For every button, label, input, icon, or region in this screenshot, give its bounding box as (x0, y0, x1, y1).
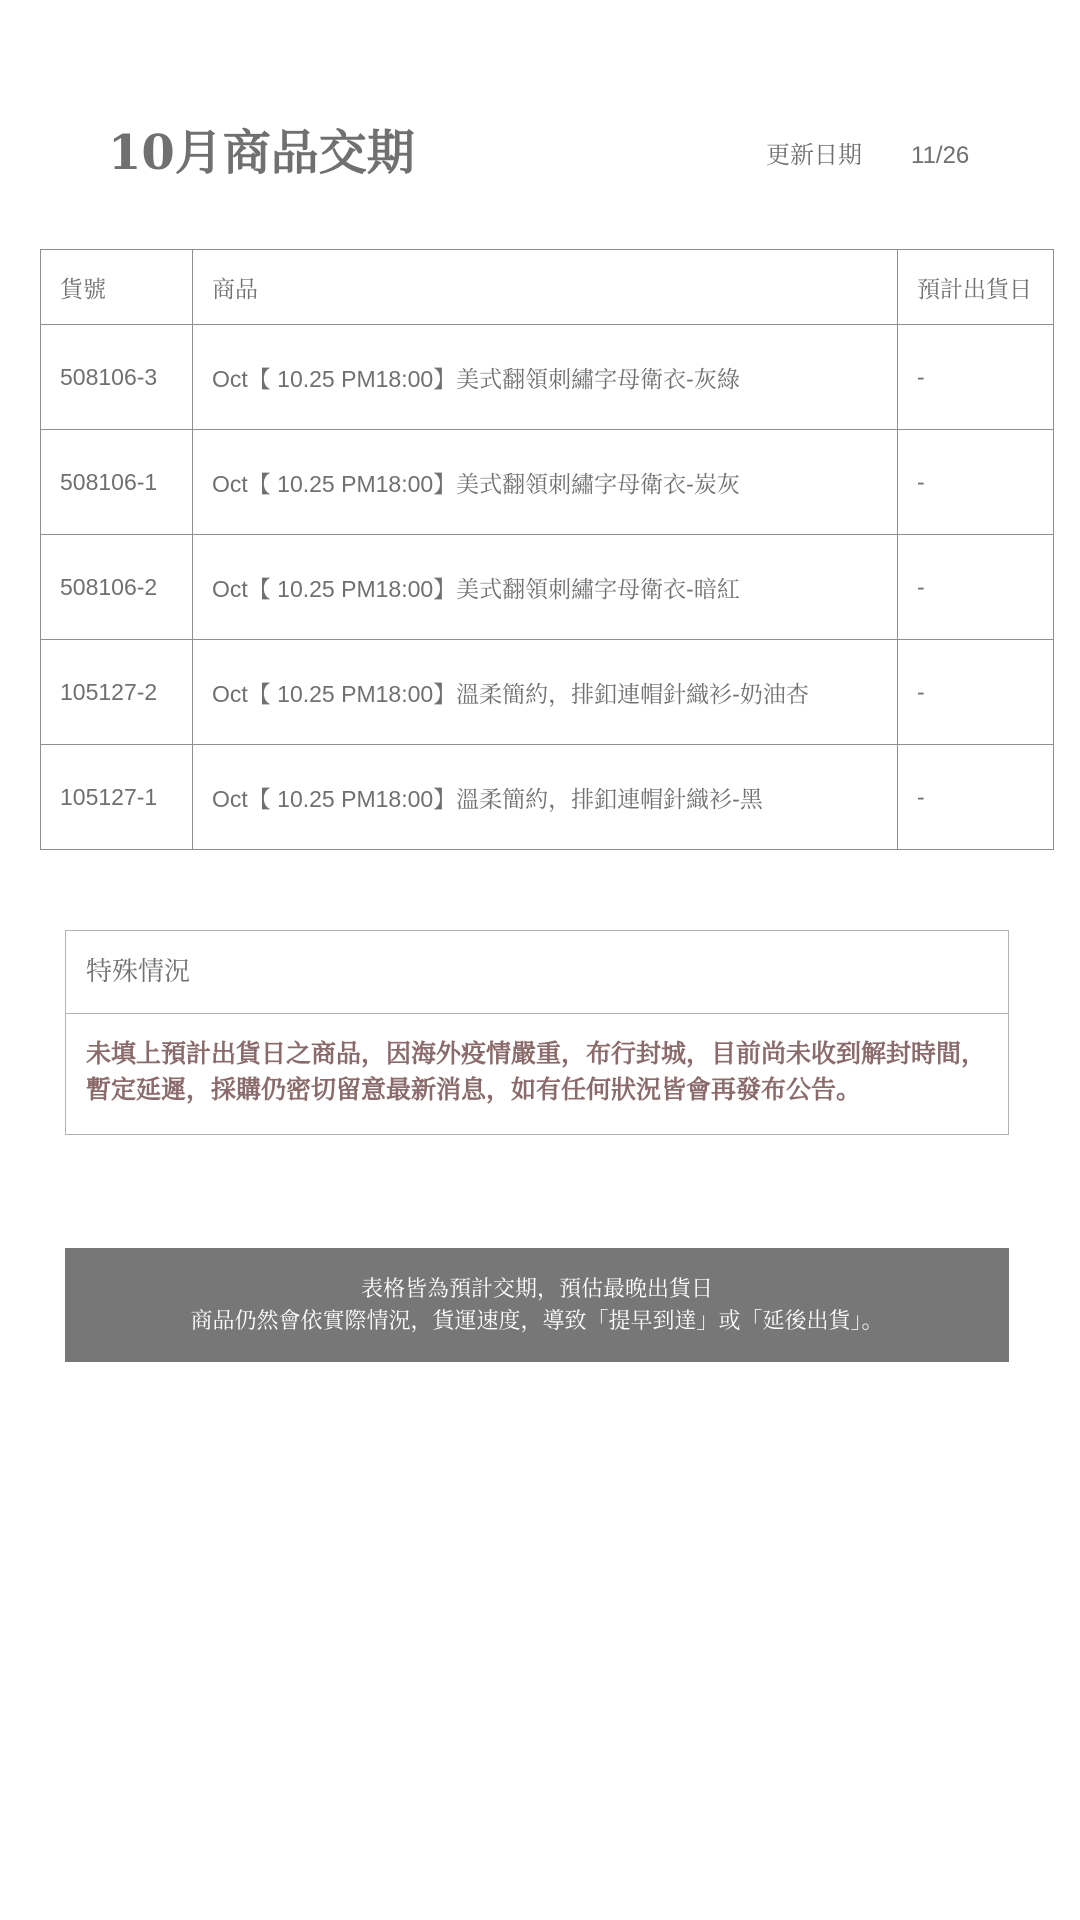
sku-cell: 508106-2 (41, 535, 193, 640)
ship-date-cell: - (898, 430, 1054, 535)
ship-date-cell: - (898, 535, 1054, 640)
page-title: 10月商品交期 (108, 125, 415, 181)
column-header-ship-date: 預計出貨日 (898, 250, 1054, 325)
product-cell: Oct【 10.25 PM18:00】美式翻領刺繡字母衛衣-灰綠 (193, 325, 898, 430)
product-cell: Oct【 10.25 PM18:00】美式翻領刺繡字母衛衣-暗紅 (193, 535, 898, 640)
update-date-value: 11/26 (911, 142, 970, 169)
table-row (41, 535, 1054, 640)
ship-date-cell: - (898, 325, 1054, 430)
page-header (0, 0, 1080, 240)
ship-date-cell: - (898, 640, 1054, 745)
special-notice-box (65, 930, 1009, 1135)
table-row (41, 325, 1054, 430)
info-banner (65, 1248, 1009, 1362)
product-cell: Oct【 10.25 PM18:00】溫柔簡約，排釦連帽針織衫-奶油杏 (193, 640, 898, 745)
column-header-sku: 貨號 (41, 250, 193, 325)
ship-date-cell: - (898, 745, 1054, 850)
sku-cell: 508106-3 (41, 325, 193, 430)
update-date-label: 更新日期 (766, 142, 862, 169)
notice-body: 未填上預計出貨日之商品，因海外疫情嚴重，布行封城，目前尚未收到解封時間，暫定延遲，採購仍密切留意最新消息，如有任何狀況皆會再發布公告。 (86, 1040, 987, 1104)
sku-cell: 105127-1 (41, 745, 193, 850)
product-cell: Oct【 10.25 PM18:00】溫柔簡約，排釦連帽針織衫-黑 (193, 745, 898, 850)
sku-cell: 105127-2 (41, 640, 193, 745)
info-line-1: 表格皆為預計交期，預估最晚出貨日 (360, 1276, 713, 1301)
column-header-product: 商品 (193, 250, 898, 325)
table-header-row (41, 250, 1054, 325)
delivery-schedule-table (40, 249, 1054, 850)
notice-title: 特殊情況 (66, 931, 1008, 1014)
info-line-2: 商品仍然會依實際情況，貨運速度，導致「提早到達」或「延後出貨」。 (190, 1308, 884, 1333)
table-row (41, 430, 1054, 535)
product-cell: Oct【 10.25 PM18:00】美式翻領刺繡字母衛衣-炭灰 (193, 430, 898, 535)
sku-cell: 508106-1 (41, 430, 193, 535)
table-row (41, 745, 1054, 850)
table-row (41, 640, 1054, 745)
